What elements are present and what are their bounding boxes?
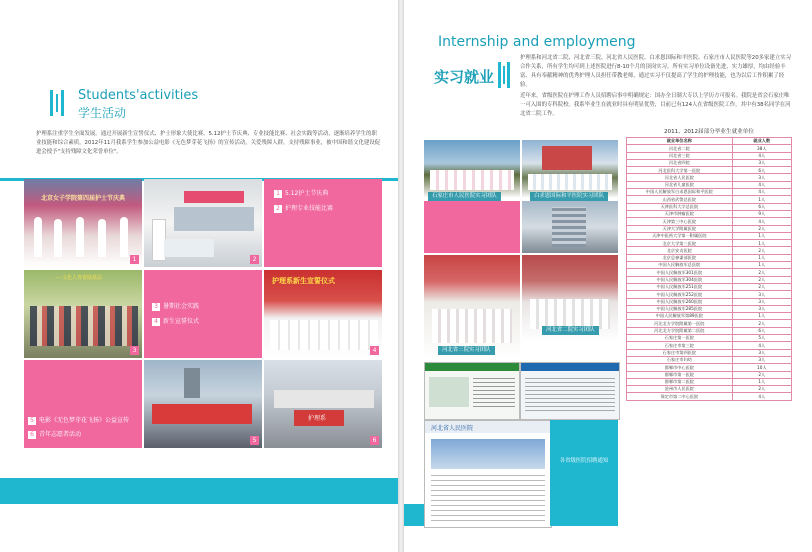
table-row bbox=[627, 298, 792, 305]
photo-volunteers bbox=[264, 360, 382, 448]
table-row bbox=[627, 327, 792, 334]
table-row bbox=[627, 210, 792, 217]
table-row bbox=[627, 305, 792, 312]
screenshot-recruit-page-1 bbox=[424, 362, 520, 420]
employer-name-cell: 北京大学第三医院 bbox=[627, 240, 733, 247]
photo-film-promotion bbox=[144, 360, 262, 448]
employee-count-cell: 3人 bbox=[732, 298, 791, 305]
employee-count-cell: 3人 bbox=[732, 159, 791, 166]
caption-block-3 bbox=[24, 360, 142, 448]
employee-count-cell: 4人 bbox=[732, 181, 791, 188]
table-row bbox=[627, 371, 792, 378]
table-row bbox=[627, 174, 792, 181]
employee-count-cell: 2人 bbox=[732, 320, 791, 327]
left-title-cn: 学生活动 bbox=[78, 106, 127, 120]
right-paragraph-1: 护理系和河北省二院、河北省三院、河北省人民医院、白求恩国际和平医院、石家庄市人民医院等20多家建立实习合作关系，所有学生均可到上述医院进行8-10个月的顶岗实习。所有实习单位设备先进，实力雄厚，均由经验丰富、具有奉献精神的优秀护理人员担任带教老师，通过实习不仅提高了学生的护理技能，也为以后工作积累了经验。 bbox=[520, 55, 792, 88]
photo-sign: 护理系 bbox=[308, 415, 327, 422]
table-row bbox=[627, 335, 792, 342]
photo-number: 3 bbox=[130, 346, 139, 355]
photo-summer-practice bbox=[24, 270, 142, 358]
caption-item: 5 电影《无色梦芽花飞扬》公益宣传 bbox=[28, 416, 129, 425]
photo-banner: 护理系新生宣誓仪式 bbox=[272, 277, 335, 285]
employee-count-cell: 4人 bbox=[732, 218, 791, 225]
table-row bbox=[627, 291, 792, 298]
employee-count-cell: 4人 bbox=[732, 393, 791, 400]
photo-number: 4 bbox=[370, 346, 379, 355]
caption-block-1 bbox=[264, 179, 382, 267]
employee-count-cell: 1人 bbox=[732, 313, 791, 320]
table-row bbox=[627, 218, 792, 225]
table-row bbox=[627, 232, 792, 239]
table-row bbox=[627, 269, 792, 276]
employee-count-cell: 9人 bbox=[732, 210, 791, 217]
table-row bbox=[627, 203, 792, 210]
table-row bbox=[627, 342, 792, 349]
caption-item: 4 新生宣誓仪式 bbox=[152, 317, 199, 326]
photo-tag: 白求恩国际和平医院实习团队 bbox=[530, 192, 608, 201]
employee-count-cell: 1人 bbox=[732, 240, 791, 247]
employer-name-cell: 中国人民解放军251医院 bbox=[627, 283, 733, 290]
photo-tag: 河北省二院实习团队 bbox=[542, 326, 599, 335]
table-row bbox=[627, 283, 792, 290]
employer-name-cell: 河北省四院 bbox=[627, 159, 733, 166]
employee-count-cell: 6人 bbox=[732, 327, 791, 334]
employer-name-cell: 邯郸市中心医院 bbox=[627, 364, 733, 371]
table-row bbox=[627, 313, 792, 320]
table-row bbox=[627, 386, 792, 393]
photo-bethune-hospital-team bbox=[522, 140, 618, 198]
table-row bbox=[627, 240, 792, 247]
employee-count-cell: 4人 bbox=[732, 342, 791, 349]
employee-count-cell: 38人 bbox=[732, 145, 791, 152]
employee-count-cell: 3人 bbox=[732, 349, 791, 356]
right-page bbox=[404, 0, 812, 552]
employer-name-cell: 河北省二院 bbox=[627, 145, 733, 152]
employer-name-cell: 中国人民解放军301医院 bbox=[627, 269, 733, 276]
photo-hb-third-hospital-team bbox=[424, 255, 520, 360]
employer-name-cell: 河北北方学院附属第一医院 bbox=[627, 320, 733, 327]
employee-count-cell: 2人 bbox=[732, 247, 791, 254]
employer-name-cell: 河北省人民医院 bbox=[627, 174, 733, 181]
employer-name-cell: 邯郸市第二医院 bbox=[627, 378, 733, 385]
photo-nurses-festival bbox=[24, 179, 142, 267]
employee-count-cell: 3人 bbox=[732, 305, 791, 312]
photo-tag: 石家庄市人民医院实习团队 bbox=[428, 192, 501, 201]
photo-number: 2 bbox=[250, 255, 259, 264]
employment-table-panel bbox=[626, 128, 792, 526]
table-row bbox=[627, 393, 792, 400]
table-row bbox=[627, 364, 792, 371]
employee-count-cell: 1人 bbox=[732, 254, 791, 261]
caption-item: 6 青年志愿者活动 bbox=[28, 430, 81, 439]
employer-name-cell: 北京总参谋部医院 bbox=[627, 254, 733, 261]
employee-count-cell: 6人 bbox=[732, 203, 791, 210]
table-row bbox=[627, 196, 792, 203]
table-row bbox=[627, 349, 792, 356]
photo-freshman-oath bbox=[264, 270, 382, 358]
employee-count-cell: 1人 bbox=[732, 378, 791, 385]
table-row bbox=[627, 225, 792, 232]
employer-name-cell: 北京安贞医院 bbox=[627, 247, 733, 254]
employer-name-cell: 石家庄市第三院 bbox=[627, 342, 733, 349]
left-title-en: Students'activities bbox=[78, 88, 199, 103]
employer-name-cell: 中国人民解放军285医院 bbox=[627, 305, 733, 312]
table-row bbox=[627, 262, 792, 269]
photo-number: 6 bbox=[370, 436, 379, 445]
employer-name-cell: 中国人民解放军白求恩国际和平医院 bbox=[627, 189, 733, 196]
table-row bbox=[627, 159, 792, 166]
table-row bbox=[627, 276, 792, 283]
employee-count-cell: 6人 bbox=[732, 167, 791, 174]
employer-name-cell: 石家庄市第四医院 bbox=[627, 349, 733, 356]
employer-name-cell: 河北医科大学第一医院 bbox=[627, 167, 733, 174]
photo-banner: ·····文化人青春励基层 bbox=[54, 275, 102, 281]
employer-name-cell: 邯郸市第一医院 bbox=[627, 371, 733, 378]
website-title: 河北省人民医院 bbox=[431, 425, 474, 432]
photo-banner: 北京女子学院第四届护士节庆典 bbox=[40, 195, 125, 202]
table-title: 2011、2012届部分毕业生就业单位 bbox=[663, 129, 754, 135]
screenshot-hospital-website bbox=[424, 420, 552, 528]
employer-name-cell: 中国人民解放军总医院 bbox=[627, 262, 733, 269]
employer-name-cell: 中国人民解放军第89医院 bbox=[627, 313, 733, 320]
employer-name-cell: 天津医科大学总医院 bbox=[627, 203, 733, 210]
right-bottom-band bbox=[404, 504, 424, 526]
employee-count-cell: 4人 bbox=[732, 152, 791, 159]
photo-hb-second-hospital-building bbox=[522, 201, 618, 253]
employer-name-cell: 河北省儿童医院 bbox=[627, 181, 733, 188]
employee-count-cell: 5人 bbox=[732, 335, 791, 342]
table-header-cell: 就业单位名称 bbox=[627, 138, 733, 145]
employer-name-cell: 中国人民解放军252医院 bbox=[627, 291, 733, 298]
employee-count-cell: 2人 bbox=[732, 283, 791, 290]
employment-table bbox=[626, 137, 792, 401]
table-row bbox=[627, 247, 792, 254]
employer-name-cell: 石家庄市妇幼 bbox=[627, 356, 733, 363]
photo-skills-competition bbox=[144, 179, 262, 267]
employer-name-cell: 天津大学附属医院 bbox=[627, 225, 733, 232]
employer-name-cell: 河北北方学院附属第二医院 bbox=[627, 327, 733, 334]
table-row bbox=[627, 167, 792, 174]
employee-count-cell: 4人 bbox=[732, 189, 791, 196]
table-row bbox=[627, 189, 792, 196]
employee-count-cell: 2人 bbox=[732, 225, 791, 232]
employer-name-cell: 天津市肿瘤医院 bbox=[627, 210, 733, 217]
photo-sjz-hospital-team bbox=[424, 140, 520, 198]
table-row bbox=[627, 254, 792, 261]
table-header-cell: 就业人数 bbox=[732, 138, 791, 145]
table-header-row bbox=[627, 138, 792, 145]
employee-count-cell: 2人 bbox=[732, 269, 791, 276]
employee-count-cell: 2人 bbox=[732, 386, 791, 393]
photo-number: 1 bbox=[130, 255, 139, 264]
recruit-notice-band bbox=[550, 420, 618, 526]
table-row bbox=[627, 152, 792, 159]
employee-count-cell: 2人 bbox=[732, 276, 791, 283]
employee-count-cell: 1人 bbox=[732, 232, 791, 239]
caption-item: 3 暑期社会实践 bbox=[152, 302, 199, 311]
right-title-cn: 实习就业 bbox=[434, 68, 495, 86]
employee-count-cell: 3人 bbox=[732, 174, 791, 181]
screenshot-recruit-page-2 bbox=[520, 362, 620, 420]
employer-name-cell: 河北省三院 bbox=[627, 152, 733, 159]
photo-tag: 河北省三院实习团队 bbox=[438, 346, 495, 355]
left-paragraph: 护理系注重学生全面发展。通过开展新生宣誓仪式、护士形象大使比赛、5.12护士节庆典、专业技能比赛、社会实践等活动，逐渐培养学生的职业技能和综合素质，2012年11月我系学生参加公益电影《无色梦芽花飞扬》的宣传活动，关爱残障人群，支持残障事业，被中国和谐文化建设促进会授予"支持残障文化荣誉单位"。 bbox=[36, 131, 381, 155]
employer-name-cell: 中国人民解放军304医院 bbox=[627, 276, 733, 283]
photo-number: 5 bbox=[250, 436, 259, 445]
employee-count-cell: 1人 bbox=[732, 262, 791, 269]
pink-block bbox=[424, 201, 520, 253]
caption-item: 2 护理专业技能比赛 bbox=[274, 204, 333, 213]
caption-block-2 bbox=[144, 270, 262, 358]
table-row bbox=[627, 378, 792, 385]
employer-name-cell: 保定市第二中心医院 bbox=[627, 393, 733, 400]
employer-name-cell: 沧州市人民医院 bbox=[627, 386, 733, 393]
caption-item: 1 5.12护士节庆典 bbox=[274, 189, 328, 198]
right-title-en: Internship and employmeng bbox=[438, 34, 636, 50]
title-decoration bbox=[50, 90, 66, 116]
employee-count-cell: 10人 bbox=[732, 364, 791, 371]
employee-count-cell: 3人 bbox=[732, 356, 791, 363]
employee-count-cell: 3人 bbox=[732, 291, 791, 298]
employee-count-cell: 1人 bbox=[732, 196, 791, 203]
table-row bbox=[627, 320, 792, 327]
right-paragraph-2: 近年来，省级医院在护理工作人员招聘启事中明确规定：国办全日制大专以上学历方可报名。我院是省会石家庄唯一可入围的专科院校。我系毕业生在就业时具有明显优势，目前已有124人在省级医院工作，其中有38名同学在河北省二院工作。 bbox=[520, 93, 791, 117]
employer-name-cell: 山西省武警总医院 bbox=[627, 196, 733, 203]
table-row bbox=[627, 181, 792, 188]
employer-name-cell: 石家庄第一医院 bbox=[627, 335, 733, 342]
left-bottom-band bbox=[0, 478, 398, 504]
employer-name-cell: 天津第三中心医院 bbox=[627, 218, 733, 225]
title-decoration bbox=[498, 62, 512, 88]
table-row bbox=[627, 356, 792, 363]
table-row bbox=[627, 145, 792, 152]
employee-count-cell: 2人 bbox=[732, 371, 791, 378]
employer-name-cell: 天津中医药大学第一附属医院 bbox=[627, 232, 733, 239]
recruit-notice-caption: 各省级医院招聘通知 bbox=[559, 458, 609, 464]
left-page bbox=[0, 0, 398, 552]
employer-name-cell: 中国人民解放军260医院 bbox=[627, 298, 733, 305]
